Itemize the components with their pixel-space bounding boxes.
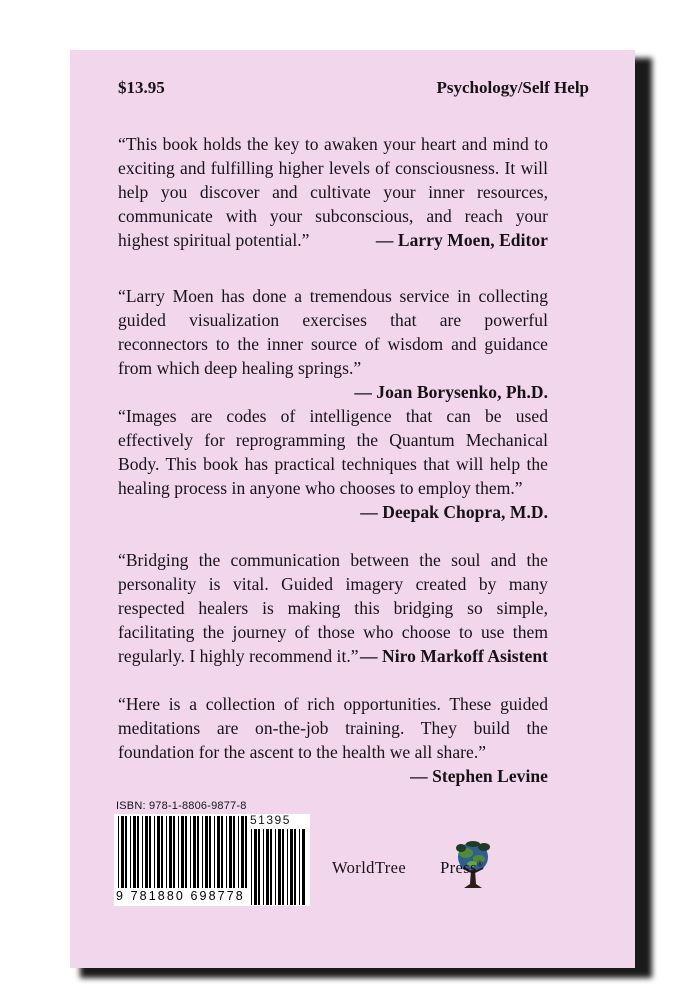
blurb-quote: “Larry Moen has done a tremendous service in collecting guided visualization exercises that are powerful reconnectors to the inner source of wisdom and guidance from which deep healing springs.” (118, 286, 548, 378)
barcode-bar (121, 816, 124, 888)
barcode-bar (287, 829, 288, 905)
barcode-bar (137, 816, 139, 888)
barcode-digits: 9 781880 698778 (116, 889, 245, 903)
barcode-bar (266, 829, 269, 905)
price: $13.95 (118, 78, 165, 97)
barcode-bar (197, 816, 199, 888)
barcode-bar (130, 816, 131, 888)
barcode-bar (193, 816, 196, 888)
blurb-attribution: — Larry Moen, Editor (375, 230, 548, 250)
blurb-attribution: — Joan Borysenko, Ph.D. (354, 382, 548, 402)
blurb-larry-moen (118, 132, 548, 252)
barcode-bar (205, 816, 208, 888)
blurb-quote: “Here is a collection of rich opportunities. These guided meditations are on-the-job training. They build the foundation for the ascent to the health we all share.” (118, 694, 548, 762)
publisher-logo (332, 840, 592, 890)
barcode-bar (251, 829, 252, 905)
barcode-bar (214, 816, 215, 888)
barcode-bar (294, 829, 296, 905)
blurb-quote: “This book holds the key to awaken your heart and mind to exciting and fulfilling higher levels of consciousness. It will help you discover and cultivate your inner resources, communicate with your subconscious, and reach your highest spiritual potential.” (118, 134, 548, 250)
barcode-bar (154, 816, 155, 888)
publisher-name (332, 858, 483, 878)
barcode-bar (166, 816, 167, 888)
barcode-bar (270, 829, 272, 905)
barcode-bar (149, 816, 151, 888)
barcode-bar (278, 829, 281, 905)
category: Psychology/Self Help (436, 78, 589, 97)
barcode-bar (145, 816, 148, 888)
barcode-bar (142, 816, 143, 888)
blurb-attribution: — Niro Markoff Asistent (360, 646, 548, 666)
barcode-bar (258, 829, 260, 905)
barcode-bar (217, 816, 220, 888)
price-supplement-barcode (248, 814, 310, 906)
blurb-quote: “Bridging the communication between the soul and the personality is vital. Guided imagery created by many respected healers is making this bridging so simple, facilitating the journey of those who choose to use them regularly. I highly recommend it.” (118, 550, 548, 666)
blurb-deepak-chopra (118, 404, 548, 524)
barcode-bar (229, 816, 232, 888)
barcode-bar (263, 829, 264, 905)
publisher-name-part1: WorldTree (332, 858, 407, 877)
barcode-bar (190, 816, 191, 888)
barcode-bar (299, 829, 300, 905)
barcode-bar (290, 829, 293, 905)
barcode-bar (181, 816, 184, 888)
publisher-name-part2: Press (440, 858, 477, 877)
isbn-label: ISBN: 978-1-8806-9877-8 (116, 800, 247, 812)
barcode-bar (241, 816, 244, 888)
barcode-bar (302, 829, 305, 905)
barcode-bar (282, 829, 284, 905)
barcode-bar (161, 816, 163, 888)
barcode-bar (133, 816, 136, 888)
blurb-joan-borysenko (118, 284, 548, 404)
blurb-niro-markoff-asistent (118, 548, 548, 668)
barcode-bar (238, 816, 239, 888)
barcode-bar (254, 829, 257, 905)
barcode-bar (202, 816, 203, 888)
barcode-bar (125, 816, 127, 888)
barcode-bar (118, 816, 119, 888)
supplement-bars (248, 814, 310, 906)
barcode-bar (157, 816, 160, 888)
blurb-stephen-levine (118, 692, 548, 788)
barcode-bar (209, 816, 211, 888)
barcode-bar (185, 816, 187, 888)
barcode-bar (275, 829, 276, 905)
blurb-quote: “Images are codes of intelligence that can be used effectively for reprogramming the Quantum Mechanical Body. This book has practical techniques that will help the healing process in anyone who chooses to employ them.” (118, 406, 548, 498)
barcode-bar (221, 816, 223, 888)
blurb-attribution: — Stephen Levine (410, 766, 548, 786)
book-back-cover (70, 50, 635, 968)
barcode-bar (233, 816, 235, 888)
blurb-attribution: — Deepak Chopra, M.D. (360, 502, 548, 522)
barcode-bar (178, 816, 179, 888)
barcode-bar (226, 816, 227, 888)
barcode-bar (245, 816, 247, 888)
barcode-bar (173, 816, 175, 888)
barcode-bar (169, 816, 172, 888)
supplement-digits: 51395 (250, 813, 291, 827)
registered-mark: ® (476, 859, 484, 869)
barcode-bars (114, 814, 248, 888)
